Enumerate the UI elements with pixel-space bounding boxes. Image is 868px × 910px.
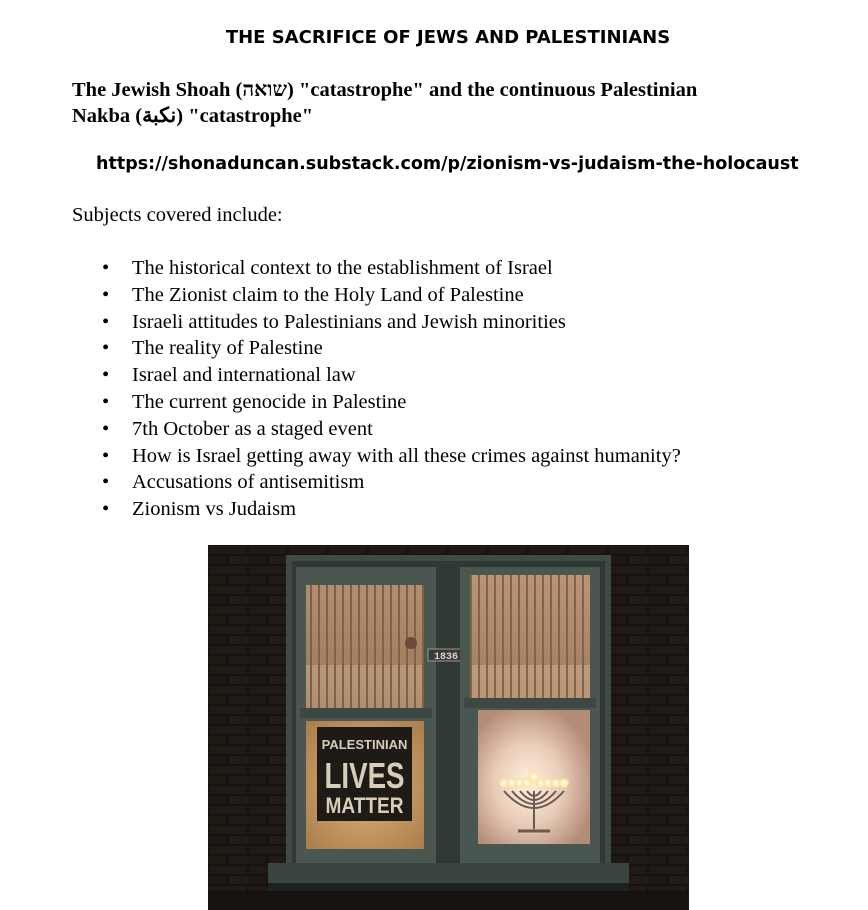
bullet-icon: • [102, 498, 110, 521]
article-link[interactable]: https://shonaduncan.substack.com/p/zionism-vs-judaism-the-holocaust [96, 154, 799, 174]
bullet-icon: • [102, 283, 110, 306]
bullet-icon: • [102, 364, 110, 387]
subtitle-line-1: The Jewish Shoah (שואה) "catastrophe" and the continuous Palestinian [72, 79, 698, 101]
subjects-intro: Subjects covered include: [72, 204, 283, 226]
subject-text: Israel and international law [132, 364, 356, 387]
subject-text: 7th October as a staged event [132, 417, 373, 440]
subject-text: Zionism vs Judaism [132, 498, 297, 521]
subject-text: Accusations of antisemitism [132, 471, 365, 494]
bullet-icon: • [102, 471, 110, 494]
subject-text: The Zionist claim to the Holy Land of Palestine [132, 283, 524, 306]
subject-text: How is Israel getting away with all these crimes against humanity? [132, 444, 681, 467]
subject-text: Israeli attitudes to Palestinians and Jewish minorities [132, 310, 566, 333]
subject-text: The reality of Palestine [132, 337, 323, 360]
bullet-icon: • [102, 310, 110, 333]
sign-line-2: LIVES [324, 755, 405, 796]
document-subtitle [72, 77, 792, 129]
bullet-icon: • [102, 444, 110, 467]
document-title: THE SACRIFICE OF JEWS AND PALESTINIANS [225, 27, 671, 48]
subtitle-line-2: Nakba (نكبة) "catastrophe" [72, 105, 314, 127]
bullet-icon: • [102, 257, 110, 279]
bullet-icon: • [102, 390, 110, 413]
sign-line-1: PALESTINIAN [321, 737, 408, 752]
window-photo-illustration [208, 545, 689, 910]
bullet-icon: • [102, 337, 110, 360]
window-sill [268, 863, 629, 885]
subject-text: The current genocide in Palestine [132, 390, 407, 413]
bullet-icon: • [102, 417, 110, 440]
window-photo [208, 545, 689, 910]
house-number: 1836 [433, 652, 459, 663]
subject-text: The historical context to the establishment of Israel [132, 257, 553, 279]
sign-line-3: MATTER [325, 793, 404, 818]
